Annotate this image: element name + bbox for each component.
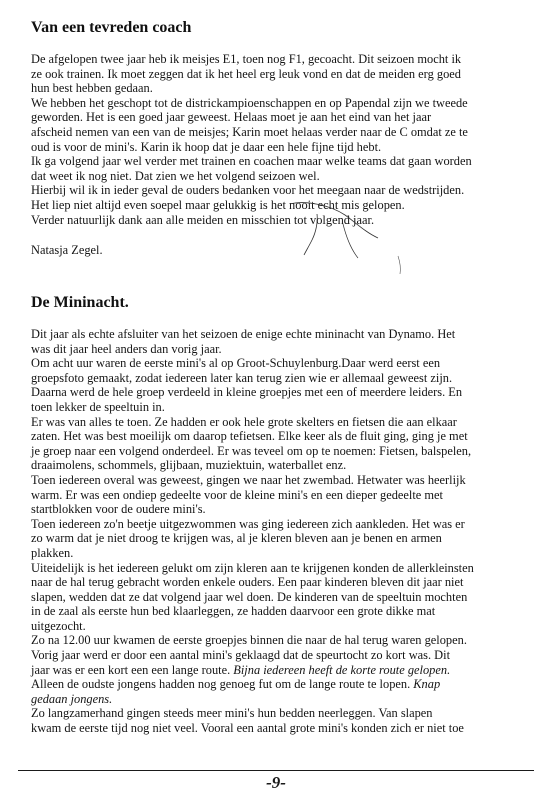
text-line: afscheid nemen van een van de meisjes; Karin moet helaas verder naar de C omdat ze te: [31, 124, 468, 139]
article-title: Van een tevreden coach: [31, 19, 192, 36]
text-line: zo warm dat je niet droog te krijgen was, al je kleren bleven aan je benen en armen: [31, 531, 442, 546]
text-line: slapen, wedden dat ze dat volgend jaar wel doen. De kinderen van de speeltuin mochten: [31, 589, 468, 604]
text-line: naar de hal terug gebracht worden enkele ouders. Een paar kinderen bleven dit jaar niet: [31, 575, 464, 590]
text-line: hun best hebben gedaan.: [31, 81, 153, 96]
page-number: -9-: [266, 773, 286, 792]
text-line: je groep naar een volgend onderdeel. Er was teveel om op te noemen: Fietsen, balspelen,: [31, 443, 472, 458]
italic-remark: Bijna iedereen heeft de korte route gelopen.: [233, 662, 451, 677]
text-line: Verder natuurlijk dank aan alle meiden en misschien tot volgend jaar.: [31, 212, 375, 227]
text-line: Daarna werd de hele groep verdeeld in kleine groepjes met een of meerdere leiders. En: [31, 385, 463, 400]
text-line: startblokken voor de oudere mini's.: [31, 502, 206, 517]
text-line: dat weet ik nog niet. Dat zien we het volgend seizoen wel.: [31, 168, 320, 183]
text-line: [31, 663, 529, 678]
text-line: De afgelopen twee jaar heb ik meisjes E1, toen nog F1, gecoacht. Dit seizoen mocht ik: [31, 52, 462, 66]
text-line: ze ook trainen. Ik moet zeggen dat ik het heel erg leuk vond en dat de meiden erg goed: [31, 66, 461, 81]
text-line: [31, 677, 529, 692]
text-line: Toen iedereen overal was geweest, gingen we naar het zwembad. Hetwater was heerlijk: [31, 472, 466, 487]
text-line: toen lekker de speeltuin in.: [31, 399, 165, 414]
text-line: Uiteidelijk is het iedereen gelukt om zijn kleren aan te krijgenen konden de allerkleinsten: [31, 560, 474, 575]
text-line: Zo na 12.00 uur kwamen de eerste groepjes binnen die naar de hal terug waren gelopen.: [31, 633, 467, 648]
text-segment: jaar was er een kort een een lange route.: [31, 662, 231, 677]
text-line: uitgezocht.: [31, 618, 86, 633]
text-line: We hebben het geschopt tot de districkampioenschappen en op Papendal zijn we tweede: [31, 95, 468, 110]
text-line: Er was van alles te toen. Ze hadden er ook hele grote skelters en fietsen die aan elkaar: [31, 414, 457, 429]
article-body: [31, 327, 529, 736]
article-body: [31, 52, 529, 227]
text-segment: Alleen de oudste jongens hadden nog genoeg fut om de lange route te lopen.: [31, 677, 411, 692]
text-line: Ik ga volgend jaar wel verder met trainen en coachen maar welke teams dat gaan worden: [31, 154, 472, 169]
text-line: kwam de eerste tijd nog niet veel. Vooral een aantal grote mini's konden zich er niet toe: [31, 721, 464, 736]
author-signature: Natasja Zegel.: [31, 243, 103, 258]
footer-divider: [18, 770, 534, 771]
article-tevreden-coach: [31, 18, 529, 258]
article-title: De Mininacht.: [31, 294, 129, 311]
text-line: Toen iedereen zo'n beetje uitgezwommen was ging iedereen zich aankleden. Het was er: [31, 516, 465, 531]
text-line: was dit jaar heel anders dan vorig jaar.: [31, 341, 222, 356]
text-line: draaimolens, schommels, glijbaan, muziektuin, waterballet enz.: [31, 458, 347, 473]
text-line: Vorig jaar werd er door een aantal mini's geklaagd dat de speurtocht zo kort was. Dit: [31, 648, 451, 663]
article-mininacht: [31, 293, 529, 736]
italic-remark: Knap: [413, 677, 441, 692]
text-line: in de zaal als eerste hun bed klaarleggen, ze hadden daarvoor een grote dikke mat: [31, 604, 436, 619]
text-line: zaten. Het was best moeilijk om daarop tefietsen. Elke keer als de fluit ging, ging je met: [31, 429, 468, 444]
text-line: plakken.: [31, 545, 74, 560]
text-line: Het liep niet altijd even soepel maar gelukkig is het nooit echt mis gelopen.: [31, 197, 405, 212]
pen-stroke: [398, 256, 400, 274]
text-line: Om acht uur waren de eerste mini's al op Groot-Schuylenburg.Daar werd eerst een: [31, 356, 441, 371]
text-line: Hierbij wil ik in ieder geval de ouders bedanken voor het meegaan naar de wedstrijden.: [31, 183, 465, 198]
text-line: geworden. Het is een goed jaar geweest. Helaas moet je aan het eind van het jaar: [31, 110, 432, 125]
text-line: groepsfoto gemaakt, zodat iedereen later kan terug zien wie er allemaal geweest zijn.: [31, 370, 453, 385]
text-line: warm. Er was een ondiep gedeelte voor de kleine mini's en een dieper gedeelte met: [31, 487, 443, 502]
text-line: Dit jaar als echte afsluiter van het seizoen de enige echte mininacht van Dynamo. Het: [31, 327, 456, 341]
text-line: oud is voor de mini's. Karin ik hoop dat je daar een hele fijne tijd hebt.: [31, 139, 382, 154]
text-line: Zo langzamerhand gingen steeds meer mini's hun bedden neerleggen. Van slapen: [31, 706, 433, 721]
italic-remark: gedaan jongens.: [31, 691, 113, 706]
